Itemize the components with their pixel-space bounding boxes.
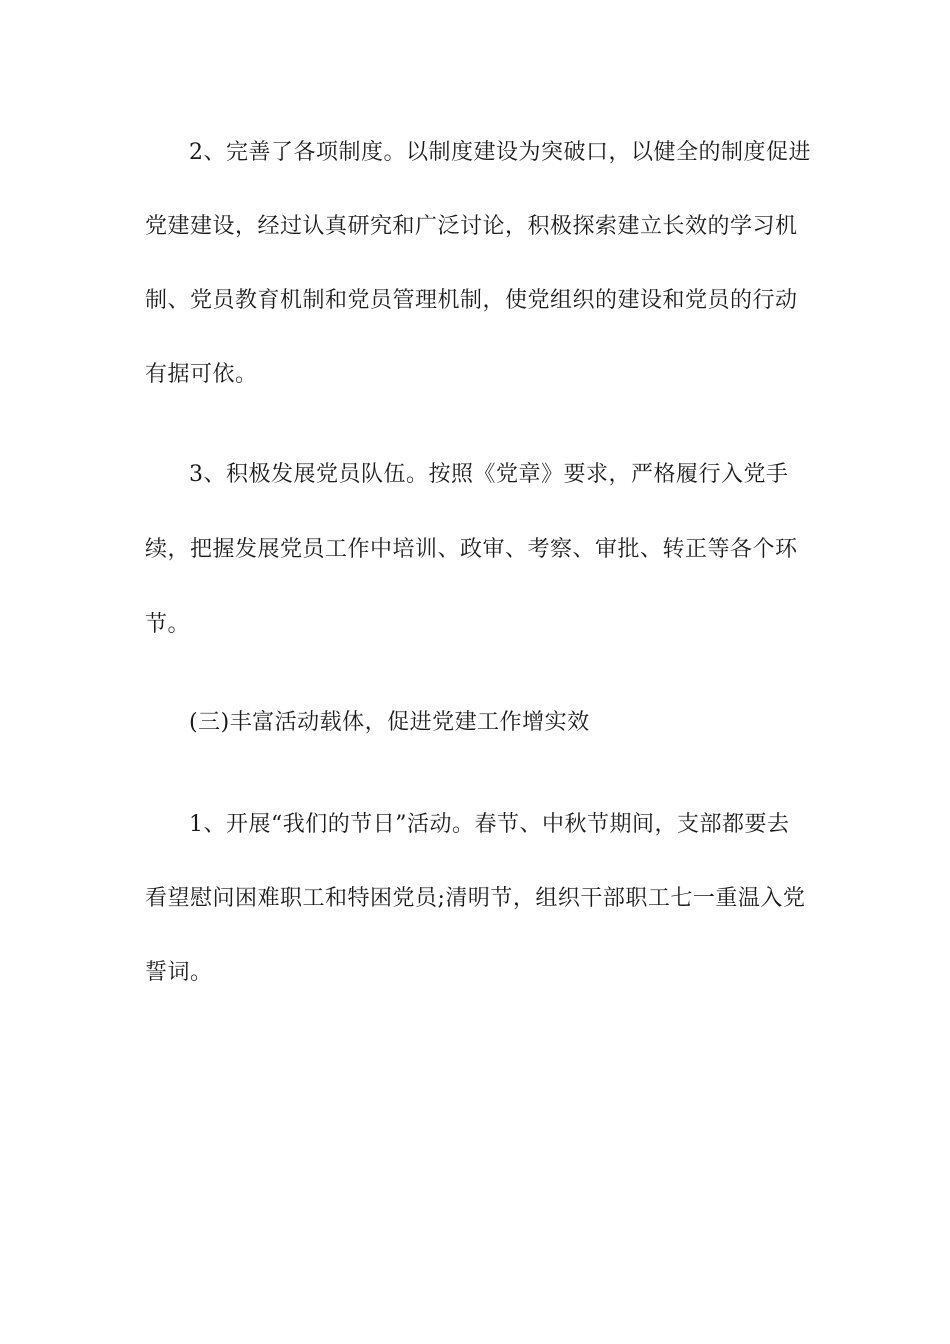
paragraph-1-line-4: 有据可依。	[145, 362, 258, 387]
paragraph-1-line-3: 制、党员教育机制和党员管理机制，使党组织的建设和党员的行动	[145, 288, 798, 313]
paragraph-1-line-2: 党建建设，经过认真研究和广泛讨论，积极探索建立长效的学习机	[145, 214, 798, 239]
paragraph-2-line-1: 3、积极发展党员队伍。按照《党章》要求，严格履行入党手	[189, 462, 789, 487]
paragraph-1-line-1: 2、完善了各项制度。以制度建设为突破口，以健全的制度促进	[189, 140, 811, 165]
paragraph-3-line-1: 1、开展“我们的节日”活动。春节、中秋节期间，支部都要去	[189, 812, 790, 837]
section-heading: (三)丰富活动载体，促进党建工作增实效	[189, 710, 590, 735]
paragraph-2-line-2: 续，把握发展党员工作中培训、政审、考察、审批、转正等各个环	[145, 537, 798, 562]
paragraph-3-line-2: 看望慰问困难职工和特困党员;清明节，组织干部职工七一重温入党	[145, 886, 806, 911]
paragraph-3-line-3: 誓词。	[145, 960, 213, 985]
paragraph-2-line-3: 节。	[145, 612, 191, 637]
